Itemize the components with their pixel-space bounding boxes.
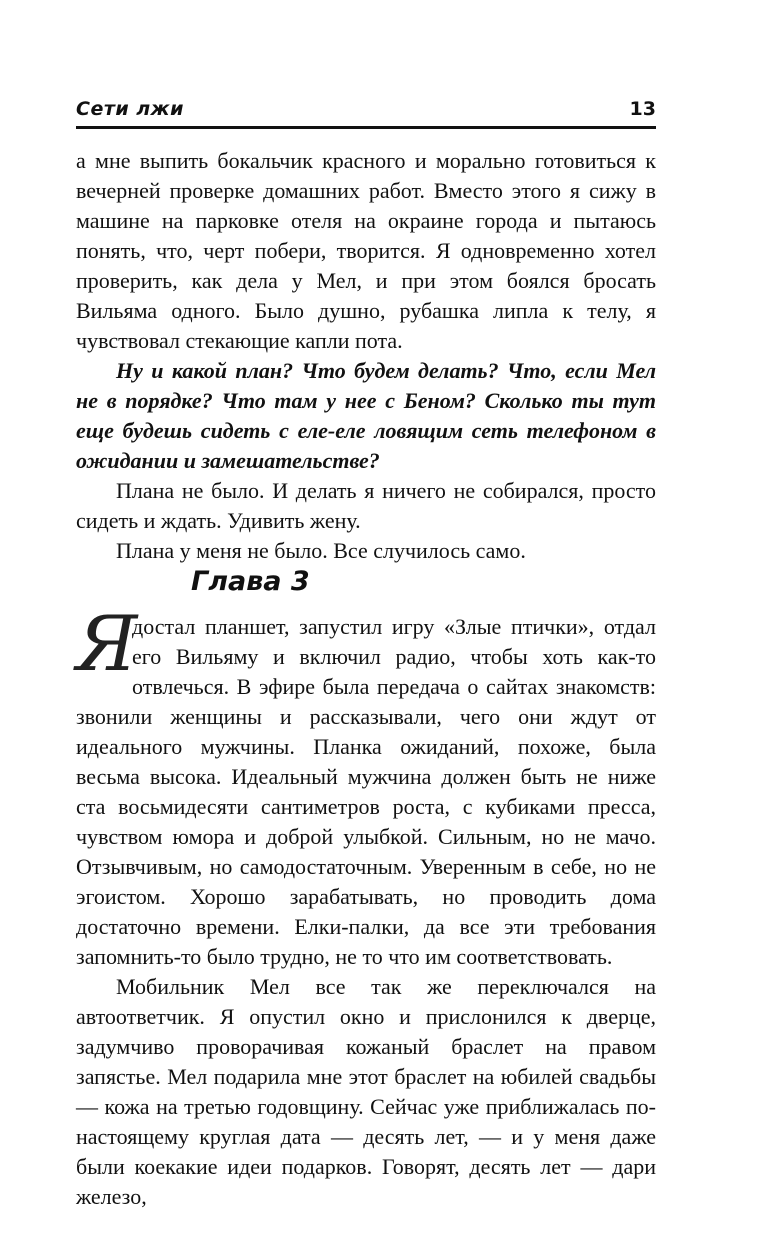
running-header: [76, 98, 656, 124]
chapter-paragraph-2: Мобильник Мел все так же переключался на автоответчик. Я опустил окно и прислонился к дверце, задумчиво проворачивая кожаный браслет на правом запястье. Мел подарила мне этот браслет на юбилей свадьбы — кожа на третью годовщину. Сейчас уже приближалась по-настоящему круглая дата — десять лет, — и у меня даже были коекакие идеи подарков. Говорят, десять лет — дари железо,: [76, 974, 656, 1209]
paragraph-2-italic: Ну и какой план? Что будем делать? Что, если Мел не в порядке? Что там у нее с Беном? Сколько ты тут еще будешь сидеть с еле-еле ловящим сеть телефоном в ожидании и замешательстве?: [76, 358, 656, 473]
paragraph-4: Плана у меня не было. Все случилось само.: [116, 538, 526, 563]
paragraph-1: а мне выпить бокальчик красного и морально готовиться к вечерней проверке домашних работ. Вместо этого я сижу в машине на парковке отеля на окраине города и пытаюсь понять, что, черт побери, творится. Я одновременно хотел проверить, как дела у Мел, и при этом боялся бросать Вильяма одного. Было душно, рубашка липла к телу, я чувствовал стекающие капли пота.: [76, 148, 656, 353]
chapter-title: Глава 3: [191, 566, 310, 597]
chapter-paragraph-1-text: достал планшет, запустил игру «Злые птички», отдал его Вильяму и включил радио, чтобы хоть как-то отвлечься. В эфире была передача о сайтах знакомств: звонили женщины и рассказывали, чего они ждут от идеального мужчины. Планка ожиданий, похоже, была весьма высока. Идеальный мужчина должен быть не ниже ста восьмидесяти сантиметров роста, с кубиками пресса, чувством юмора и доброй улыбкой. Сильным, но не мачо. Отзывчивым, но самодостаточным. Уверенным в себе, но не эгоистом. Хорошо зарабатывать, но проводить дома достаточно времени. Елки-палки, да все эти требования запомнить-то было трудно, не то что им соответствовать.: [76, 614, 656, 969]
drop-cap: Я: [76, 599, 138, 688]
header-rule: [76, 126, 656, 129]
chapter-body: [76, 599, 656, 1212]
chapter-paragraph-1: [76, 599, 656, 972]
body-text: [76, 146, 656, 566]
paragraph-3: Плана не было. И делать я ничего не собирался, просто сидеть и ждать. Удивить жену.: [76, 478, 656, 533]
page-number: 13: [629, 98, 656, 120]
running-title: Сети лжи: [76, 98, 184, 120]
